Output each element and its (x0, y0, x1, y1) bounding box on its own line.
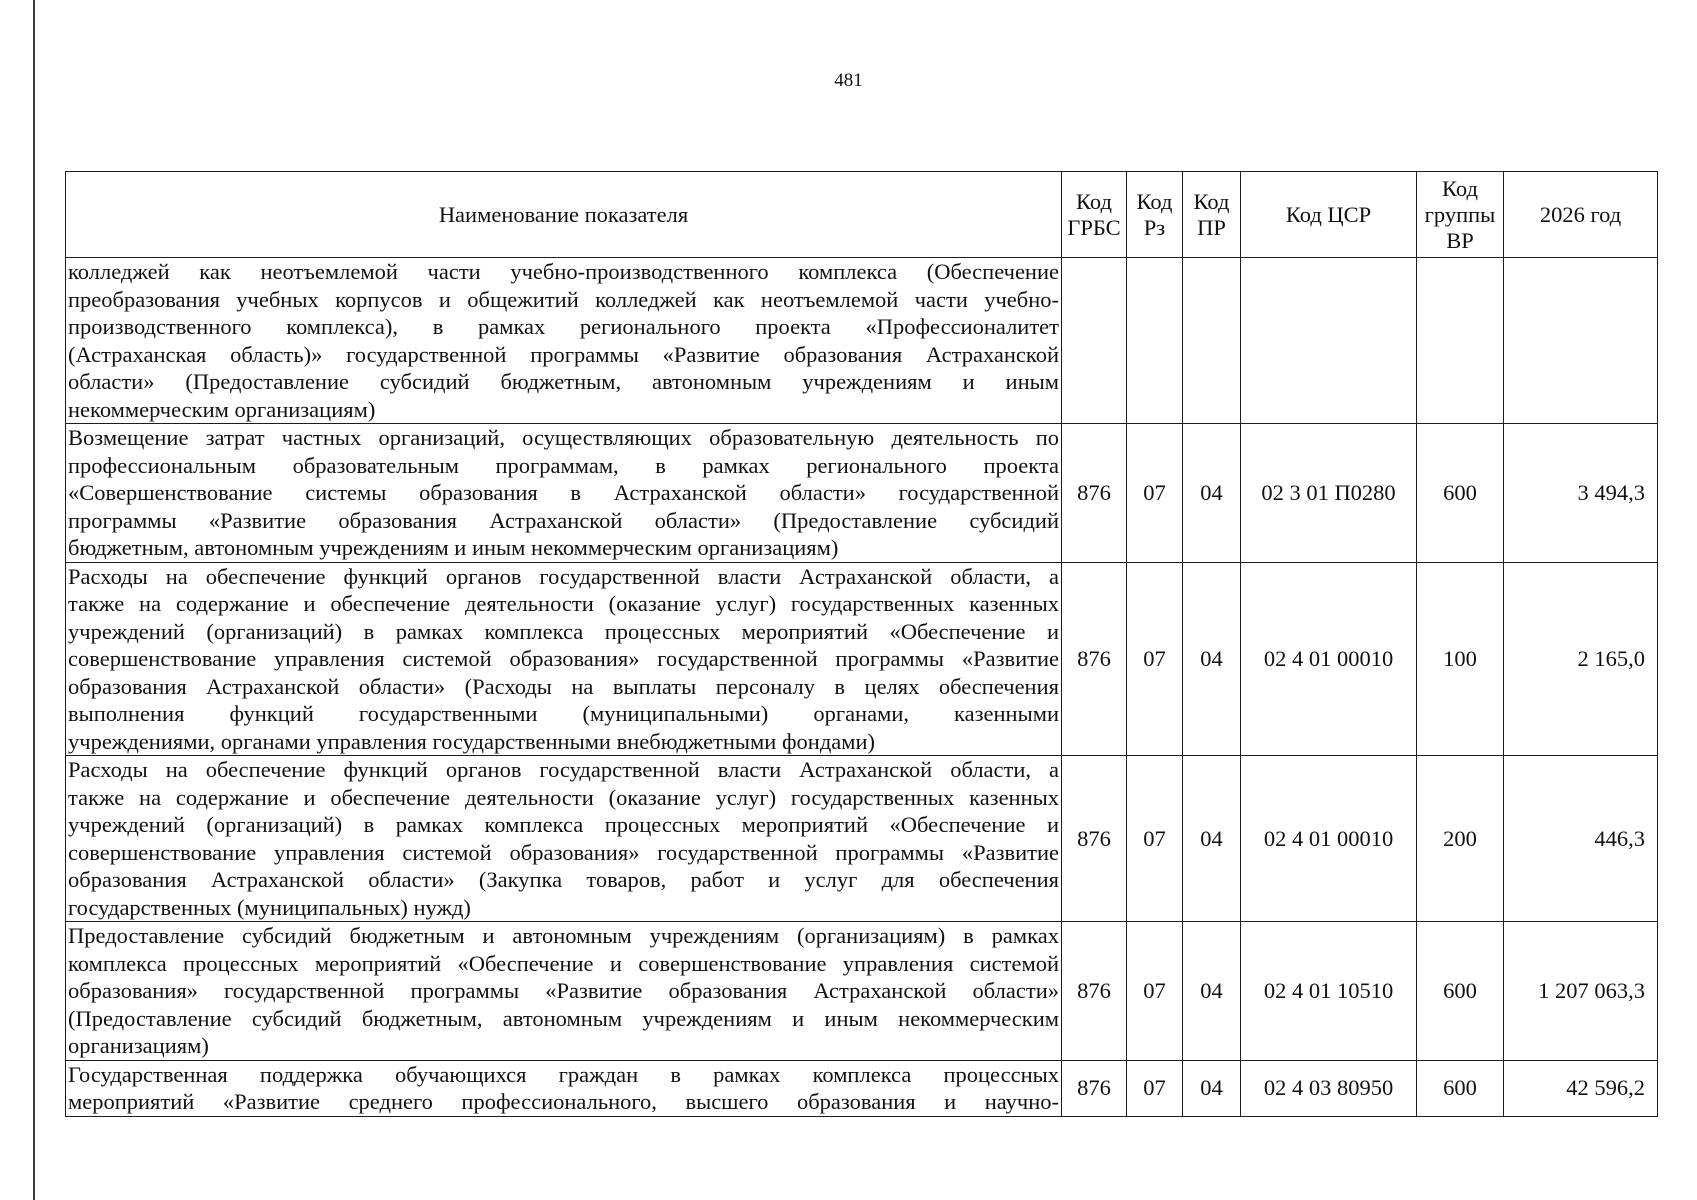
header-year: 2026 год (1504, 172, 1658, 258)
row-csr: 02 3 01 П0280 (1241, 424, 1417, 563)
row-vr: 600 (1417, 424, 1504, 563)
budget-table (65, 171, 1658, 1117)
row-pr: 04 (1183, 562, 1241, 756)
row-grbs: 876 (1062, 562, 1127, 756)
row-name (66, 922, 1062, 1061)
row-csr: 02 4 01 00010 (1241, 756, 1417, 922)
row-name-line: учреждений (организаций) в рамках комплекса процессных мероприятий «Обеспечение и (68, 812, 1059, 837)
header-vr (1417, 172, 1504, 258)
header-rz-line: Рз (1143, 214, 1166, 240)
row-vr: 600 (1417, 1060, 1504, 1116)
row-pr (1183, 258, 1241, 424)
row-pr: 04 (1183, 1060, 1241, 1116)
row-pr: 04 (1183, 756, 1241, 922)
table-row (66, 922, 1658, 1061)
header-grbs (1062, 172, 1127, 258)
row-rz: 07 (1127, 756, 1183, 922)
row-rz: 07 (1127, 922, 1183, 1061)
row-name-line: «Совершенствование системы образования в Астраханской области» государственной (68, 480, 1059, 505)
table-header-row (66, 172, 1658, 258)
row-csr (1241, 258, 1417, 424)
row-name-line: также на содержание и обеспечение деятельности (оказание услуг) государственных казенных (68, 591, 1059, 616)
header-grbs-line: ГРБС (1067, 214, 1121, 240)
row-name-line: производственного комплекса), в рамках регионального проекта «Профессионалитет (68, 314, 1059, 339)
row-name-line: колледжей как неотъемлемой части учебно-производственного комплекса (Обеспечение (68, 259, 1059, 284)
row-name-line: (Астраханская область)» государственной программы «Развитие образования Астраханской (68, 341, 1059, 367)
row-name-line: также на содержание и обеспечение деятельности (оказание услуг) государственных казенных (68, 784, 1059, 810)
row-name-line: комплекса процессных мероприятий «Обеспечение и совершенствование управления системой (68, 950, 1059, 976)
header-pr-line: Код (1193, 188, 1230, 214)
row-name-line: совершенствование управления системой образования» государственной программы «Развитие (68, 646, 1059, 671)
row-grbs (1062, 258, 1127, 424)
row-name-line: области» (Предоставление субсидий бюджетным, автономным учреждениям и иным (68, 369, 1059, 394)
row-amount: 2 165,0 (1504, 562, 1658, 756)
table-row (66, 258, 1658, 424)
header-rz-line: Код (1136, 188, 1173, 214)
header-vr-line: Код (1442, 175, 1478, 201)
row-name-line: учреждениями, органами управления государственными внебюджетными фондами) (68, 728, 876, 754)
row-name (66, 1060, 1062, 1116)
row-vr: 200 (1417, 756, 1504, 922)
row-name-line: образования Астраханской области» (Закупка товаров, работ и услуг для обеспечения (68, 867, 1059, 892)
row-rz: 07 (1127, 424, 1183, 563)
row-amount: 1 207 063,3 (1504, 922, 1658, 1061)
row-vr: 600 (1417, 922, 1504, 1061)
row-vr: 100 (1417, 562, 1504, 756)
header-pr (1183, 172, 1241, 258)
row-grbs: 876 (1062, 922, 1127, 1061)
row-name (66, 424, 1062, 563)
table-row (66, 562, 1658, 756)
table-row (66, 1060, 1658, 1116)
row-name-line: преобразования учебных корпусов и общежитий колледжей как неотъемлемой части учебно- (68, 286, 1059, 312)
row-name-line: Расходы на обеспечение функций органов государственной власти Астраханской области, а (68, 563, 1059, 589)
row-name-line: государственных (муниципальных) нужд) (68, 894, 471, 920)
header-name: Наименование показателя (66, 172, 1062, 258)
row-rz (1127, 258, 1183, 424)
left-margin-line (33, 0, 35, 1200)
table-row (66, 756, 1658, 922)
row-csr: 02 4 01 00010 (1241, 562, 1417, 756)
table-body (66, 258, 1658, 1117)
table-row (66, 424, 1658, 563)
header-grbs-line: Код (1076, 188, 1112, 214)
row-amount: 3 494,3 (1504, 424, 1658, 563)
row-name (66, 258, 1062, 424)
header-pr-line: ПР (1197, 214, 1226, 240)
row-grbs: 876 (1062, 1060, 1127, 1116)
row-amount: 446,3 (1504, 756, 1658, 922)
row-name-line: образования» государственной программы «Развитие образования Астраханской области» (68, 978, 1059, 1003)
row-pr: 04 (1183, 922, 1241, 1061)
header-rz (1127, 172, 1183, 258)
row-rz: 07 (1127, 562, 1183, 756)
row-name-line: совершенствование управления системой образования» государственной программы «Развитие (68, 839, 1059, 865)
row-name-line: образования Астраханской области» (Расходы на выплаты персоналу в целях обеспечения (68, 673, 1059, 699)
row-amount: 42 596,2 (1504, 1060, 1658, 1116)
row-name-line: организациям) (68, 1033, 209, 1058)
row-name (66, 562, 1062, 756)
row-grbs: 876 (1062, 424, 1127, 563)
row-name (66, 756, 1062, 922)
row-name-line: некоммерческим организациям) (68, 396, 376, 422)
header-vr-line: ВР (1446, 227, 1474, 253)
row-name-line: (Предоставление субсидий бюджетным, автономным учреждениям и иным некоммерческим (68, 1005, 1059, 1031)
row-name-line: бюджетным, автономным учреждениям и иным некоммерческим организациям) (68, 535, 839, 560)
row-name-line: профессиональным образовательным программам, в рамках регионального проекта (68, 452, 1059, 478)
row-name-line: учреждений (организаций) в рамках комплекса процессных мероприятий «Обеспечение и (68, 618, 1059, 644)
row-name-line: Расходы на обеспечение функций органов государственной власти Астраханской области, а (68, 757, 1059, 782)
row-name-line: Предоставление субсидий бюджетным и автономным учреждениям (организациям) в рамках (68, 923, 1059, 948)
row-name-line: мероприятий «Развитие среднего профессионального, высшего образования и научно- (68, 1089, 1059, 1114)
row-vr (1417, 258, 1504, 424)
header-vr-line: группы (1424, 201, 1496, 227)
row-rz: 07 (1127, 1060, 1183, 1116)
row-pr: 04 (1183, 424, 1241, 563)
row-grbs: 876 (1062, 756, 1127, 922)
row-name-line: Государственная поддержка обучающихся граждан в рамках комплекса процессных (68, 1061, 1059, 1087)
row-name-line: выполнения функций государственными (муниципальными) органами, казенными (68, 701, 1059, 726)
page-number: 481 (834, 70, 863, 91)
row-amount (1504, 258, 1658, 424)
row-name-line: Возмещение затрат частных организаций, осуществляющих образовательную деятельность по (68, 425, 1059, 450)
row-csr: 02 4 03 80950 (1241, 1060, 1417, 1116)
row-name-line: программы «Развитие образования Астраханской области» (Предоставление субсидий (68, 507, 1059, 533)
header-csr: Код ЦСР (1241, 172, 1417, 258)
row-csr: 02 4 01 10510 (1241, 922, 1417, 1061)
